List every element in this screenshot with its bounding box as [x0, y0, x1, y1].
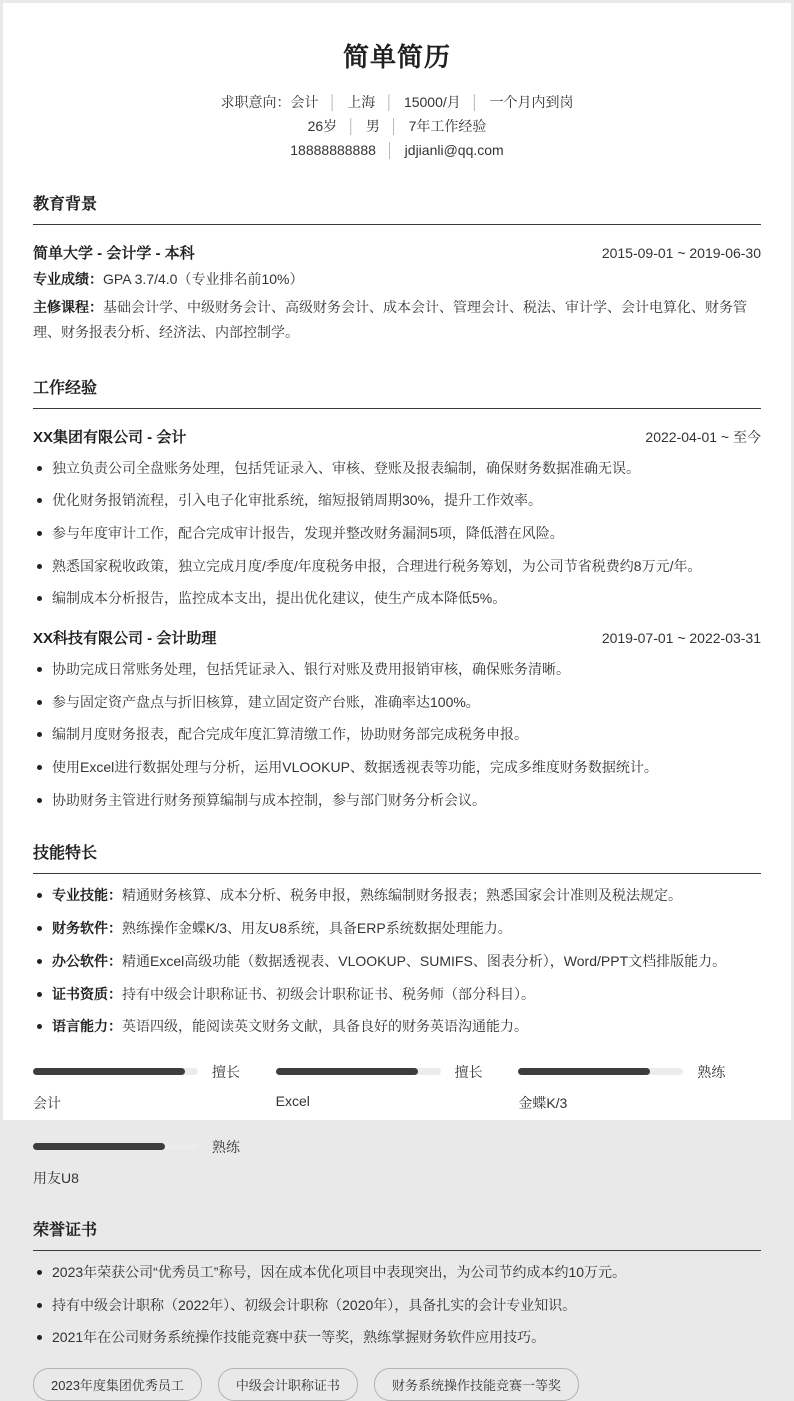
skill-label: 办公软件：: [52, 952, 122, 969]
separator: │: [389, 118, 399, 134]
honor-bullet: 2023年荣获公司“优秀员工”称号，因在成本优化项目中表现突出，为公司节约成本约10万元。: [33, 1262, 761, 1284]
resume-page: [3, 3, 791, 1393]
job-bullet-list: [33, 458, 761, 610]
skill-text: 精通Excel高级功能（数据透视表、VLOOKUP、SUMIFS、图表分析），Word/PPT文档排版能力。: [122, 952, 727, 969]
skill-label: 语言能力：: [52, 1018, 122, 1035]
skill-bar-fill: [276, 1068, 418, 1075]
age: 26岁: [307, 118, 338, 134]
page-title: 简单简历: [342, 42, 451, 72]
skill-bullet: [33, 885, 761, 907]
section-title-skills: 技能特长: [33, 840, 761, 874]
gpa-label: 专业成绩：: [33, 271, 103, 287]
contact-line-intention: [33, 90, 761, 114]
skill-label: 证书资质：: [52, 985, 122, 1002]
skill-bullet: [33, 951, 761, 973]
courses-value: 基础会计学、中级财务会计、高级财务会计、成本会计、管理会计、税法、审计学、会计电算化、财务管理、财务报表分析、经济法、内部控制学。: [33, 299, 747, 341]
job-date: 2019-07-01 ~ 2022-03-31: [601, 630, 761, 646]
skill-bullet: [33, 918, 761, 940]
skill-bullet: [33, 1016, 761, 1038]
job-bullet: 协助完成日常账务处理，包括凭证录入、银行对账及费用报销审核，确保账务清晰。: [33, 659, 761, 681]
contact-line-contact: [33, 138, 761, 162]
separator: │: [470, 94, 480, 110]
gpa-line: [33, 267, 761, 292]
honor-tags: [33, 1368, 761, 1401]
skill-bars: [33, 1062, 761, 1188]
experience-years: 7年工作经验: [408, 118, 487, 134]
separator: │: [385, 142, 395, 158]
courses-line: [33, 295, 761, 345]
skill-bar-fill: [33, 1143, 165, 1150]
skill-bar-track: [33, 1143, 198, 1150]
job-entry-head: [33, 426, 761, 447]
skill-level-label: 擅长: [454, 1063, 483, 1080]
separator: │: [385, 94, 394, 110]
job-bullet: 编制月度财务报表，配合完成年度汇算清缴工作，协助财务部完成税务申报。: [33, 724, 761, 746]
skill-bar-row: [33, 1062, 276, 1082]
phone-number: 18888888888: [290, 142, 376, 158]
city: 上海: [347, 94, 376, 110]
section-education: [33, 191, 761, 346]
honor-tag: 财务系统操作技能竞赛一等奖: [374, 1368, 579, 1401]
section-honors: [33, 1217, 761, 1401]
job-date: 2022-04-01 ~ 至今: [645, 428, 761, 445]
skill-bar-fill: [33, 1068, 185, 1075]
contact-line-profile: [33, 114, 761, 138]
honors-bullet-list: [33, 1262, 761, 1349]
skill-name: 用友U8: [33, 1169, 79, 1186]
courses-label: 主修课程：: [33, 299, 103, 316]
job-bullet: 参与固定资产盘点与折旧核算，建立固定资产台账，准确率达100%。: [33, 692, 761, 714]
job-bullet: 优化财务报销流程，引入电子化审批系统，缩短报销周期30%，提升工作效率。: [33, 490, 761, 512]
section-title-honors: 荣誉证书: [33, 1217, 761, 1251]
skill-bar-row: [33, 1137, 276, 1157]
skill-name: 会计: [33, 1094, 61, 1111]
job-bullet: 熟悉国家税收政策，独立完成月度/季度/年度税务申报，合理进行税务筹划，为公司节省税费约8万元/年。: [33, 556, 761, 578]
skill-level-label: 熟练: [212, 1138, 240, 1155]
job-bullet: 使用Excel进行数据处理与分析，运用VLOOKUP、数据透视表等功能，完成多维度财务数据统计。: [33, 757, 761, 779]
section-title-education: 教育背景: [33, 191, 761, 225]
job-bullet: 协助财务主管进行财务预算编制与成本控制，参与部门财务分析会议。: [33, 790, 761, 812]
section-experience: [33, 375, 761, 812]
skill-name: 金蝶K/3: [518, 1094, 568, 1111]
job-intention: 求职意向：会计: [220, 94, 319, 110]
job-entry-head: [33, 627, 761, 648]
job-bullet: 独立负责公司全盘账务处理，包括凭证录入、审核、登账及报表编制，确保财务数据准确无误。: [33, 458, 761, 480]
honor-tag: 中级会计职称证书: [218, 1368, 358, 1401]
skill-bar-track: [33, 1068, 198, 1075]
skill-bar: [33, 1137, 276, 1188]
honor-bullet: 2021年在公司财务系统操作技能竞赛中获一等奖，熟练掌握财务软件应用技巧。: [33, 1327, 761, 1349]
separator: │: [328, 94, 338, 110]
section-title-experience: 工作经验: [33, 375, 761, 409]
skill-level-label: 擅长: [212, 1063, 240, 1080]
skill-bar-track: [276, 1068, 441, 1075]
gpa-value: GPA 3.7/4.0（专业排名前10%）: [103, 271, 304, 287]
skill-text: 熟练操作金蝶K/3、用友U8系统，具备ERP系统数据处理能力。: [122, 920, 512, 937]
education-date: 2015-09-01 ~ 2019-06-30: [601, 245, 761, 261]
skill-text: 英语四级，能阅读英文财务文献，具备良好的财务英语沟通能力。: [122, 1018, 528, 1035]
skill-bar-fill: [518, 1068, 650, 1075]
gender: 男: [365, 118, 380, 134]
skill-label: 专业技能：: [52, 887, 122, 904]
school-name: 简单大学 - 会计学 - 本科: [33, 245, 195, 262]
job-title: XX集团有限公司 - 会计: [33, 428, 187, 446]
education-entry-head: [33, 242, 761, 263]
job-bullet: 参与年度审计工作，配合完成审计报告，发现并整改财务漏洞5项，降低潜在风险。: [33, 523, 761, 545]
skill-text: 持有中级会计职称证书、初级会计职称证书、税务师（部分科目）。: [122, 985, 535, 1002]
skill-label: 财务软件：: [52, 920, 122, 937]
separator: │: [347, 118, 356, 134]
skill-text: 精通财务核算、成本分析、税务申报，熟练编制财务报表；熟悉国家会计准则及税法规定。: [122, 887, 682, 904]
skill-bar-track: [518, 1068, 683, 1075]
skill-level-label: 熟练: [697, 1063, 726, 1080]
availability: 一个月内到岗: [489, 94, 574, 110]
skill-bar-row: [276, 1062, 519, 1082]
skill-bullet: [33, 984, 761, 1006]
skill-name: Excel: [275, 1092, 310, 1109]
honor-bullet: 持有中级会计职称（2022年）、初级会计职称（2020年），具备扎实的会计专业知识。: [33, 1295, 761, 1317]
skill-bar: [33, 1062, 276, 1113]
section-skills: [33, 840, 761, 1187]
job-bullet-list: [33, 659, 761, 811]
job-title: XX科技有限公司 - 会计助理: [33, 630, 217, 647]
honor-tag: 2023年度集团优秀员工: [33, 1368, 202, 1401]
skill-bar-row: [518, 1062, 761, 1082]
salary: 15000/月: [403, 94, 461, 110]
skill-bar: [276, 1062, 519, 1113]
job-bullet: 编制成本分析报告，监控成本支出，提出优化建议，使生产成本降低5%。: [33, 588, 761, 610]
email-address: jdjianli@qq.com: [404, 142, 504, 158]
skills-bullet-list: [33, 885, 761, 1037]
skill-bar: [518, 1062, 761, 1113]
